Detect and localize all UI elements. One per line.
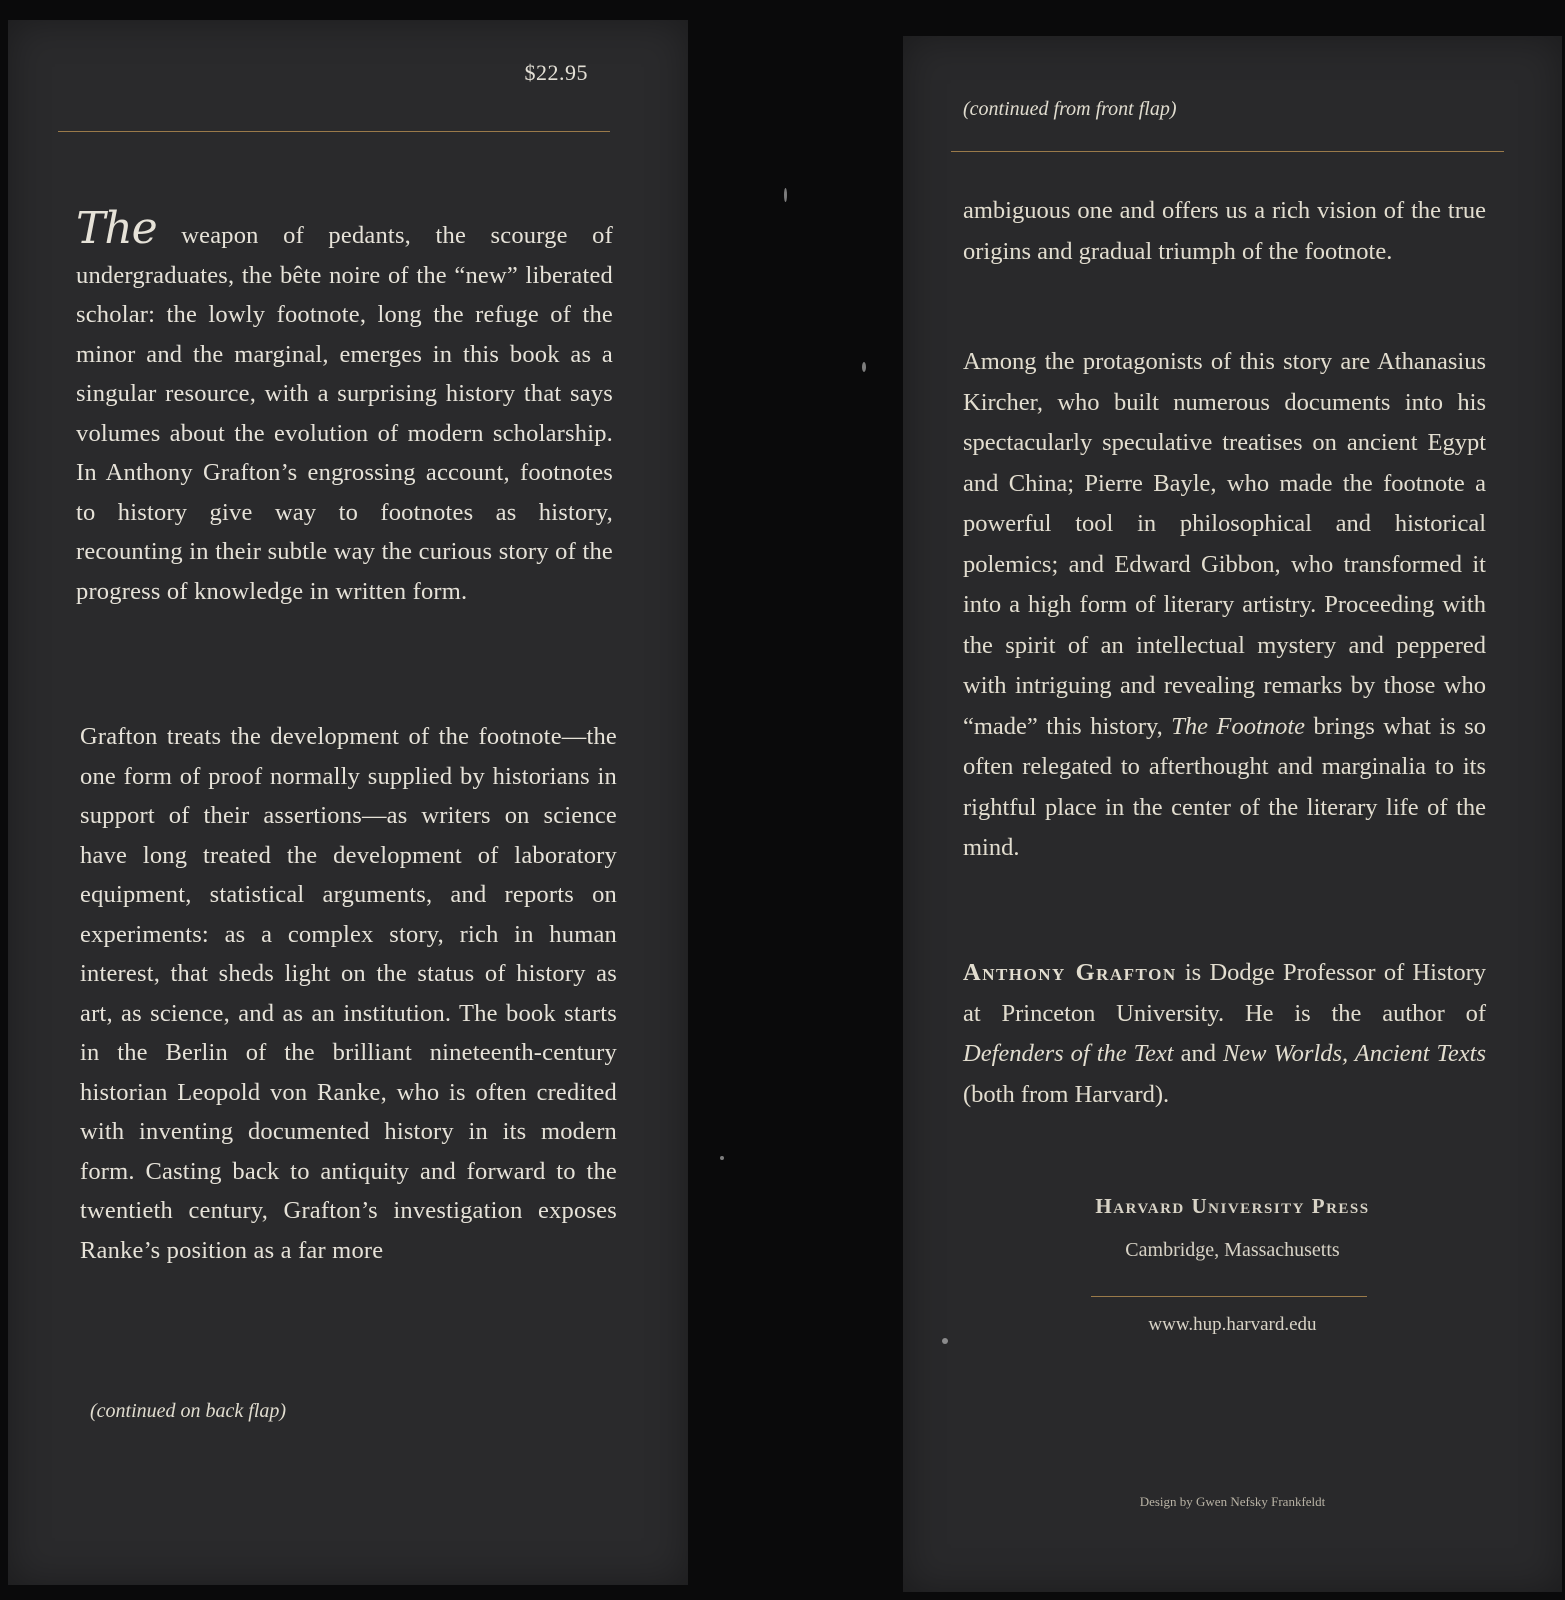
publisher-name: Harvard University Press <box>1095 1194 1370 1218</box>
price: $22.95 <box>524 60 588 85</box>
author-name: Anthony Grafton <box>963 959 1177 986</box>
back-flap <box>903 36 1562 1592</box>
publisher-rule <box>1091 1296 1367 1297</box>
author-bio-end: (both from Harvard). <box>963 1080 1170 1108</box>
author-book-1: Defenders of the Text <box>963 1040 1174 1067</box>
design-credit: Design by Gwen Nefsky Frankfeldt <box>1139 1494 1326 1509</box>
back-paragraph-2-end: brings what is so often relegated to afterthought and marginalia to its rightful place in the center of the literary life of the mind. <box>963 712 1486 861</box>
publisher-url: www.hup.harvard.edu <box>1148 1314 1317 1335</box>
drop-cap: The <box>76 203 157 254</box>
continued-on-back-note: (continued on back flap) <box>90 1400 287 1422</box>
back-paragraph-1: ambiguous one and offers us a rich vision of the true origins and gradual triumph of the footnote. <box>963 197 1486 265</box>
dust-speck <box>862 362 866 372</box>
front-flap-rule <box>58 131 610 132</box>
author-book-2: New Worlds, Ancient Texts <box>1222 1040 1487 1067</box>
publisher-city: Cambridge, Massachusetts <box>1125 1239 1340 1261</box>
back-paragraph-2 <box>963 342 1486 869</box>
author-and: and <box>1180 1040 1216 1067</box>
continued-from-front-note: (continued from front flap) <box>963 98 1177 120</box>
author-bio <box>963 953 1486 1115</box>
book-title: The Footnote <box>1171 712 1305 740</box>
front-paragraph-2: Grafton treats the development of the footnote—the one form of proof normally supplied by historians in support of their assertions—as writers on science have long treated the development of laboratory equipment, statistical arguments, and reports on experiments: as a complex story, rich in human interest, that sheds light on the status of history as art, as science, and as an institution. The book starts in the Berlin of the brilliant nineteenth-century historian Leopold von Ranke, who is often credited with inventing documented history in its modern form. Casting back to antiquity and forward to the twentieth century, Grafton’s investigation exposes Ranke’s position as a far more <box>80 723 617 1264</box>
front-paragraph-1 <box>76 203 613 611</box>
back-flap-rule <box>951 151 1504 152</box>
dust-speck <box>942 1338 948 1344</box>
front-paragraph-1-text: weapon of pedants, the scourge of undergraduates, the bête noire of the “new” liberated scholar: the lowly footnote, long the refuge of the minor and the marginal, emerges in this book as a singular resource, with a surprising history that says volumes about the evolution of modern scholarship. In Anthony Grafton’s engrossing account, footnotes to history give way to footnotes as history, recounting in their subtle way the curious story of the progress of knowledge in written form. <box>76 222 613 605</box>
author-bio-text: is Dodge Professor of History at Princeton University. He is the author of <box>963 959 1486 1027</box>
front-flap <box>8 20 688 1585</box>
dust-speck <box>720 1156 724 1160</box>
dust-speck <box>784 188 787 202</box>
back-paragraph-2-text: Among the protagonists of this story are Athanasius Kircher, who built numerous documents into his spectacularly speculative treatises on ancient Egypt and China; Pierre Bayle, who made the footnote a powerful tool in philosophical and historical polemics; and Edward Gibbon, who transformed it into a high form of literary artistry. Proceeding with the spirit of an intellectual mystery and peppered with intriguing and revealing remarks by those who “made” this history, <box>963 348 1486 740</box>
